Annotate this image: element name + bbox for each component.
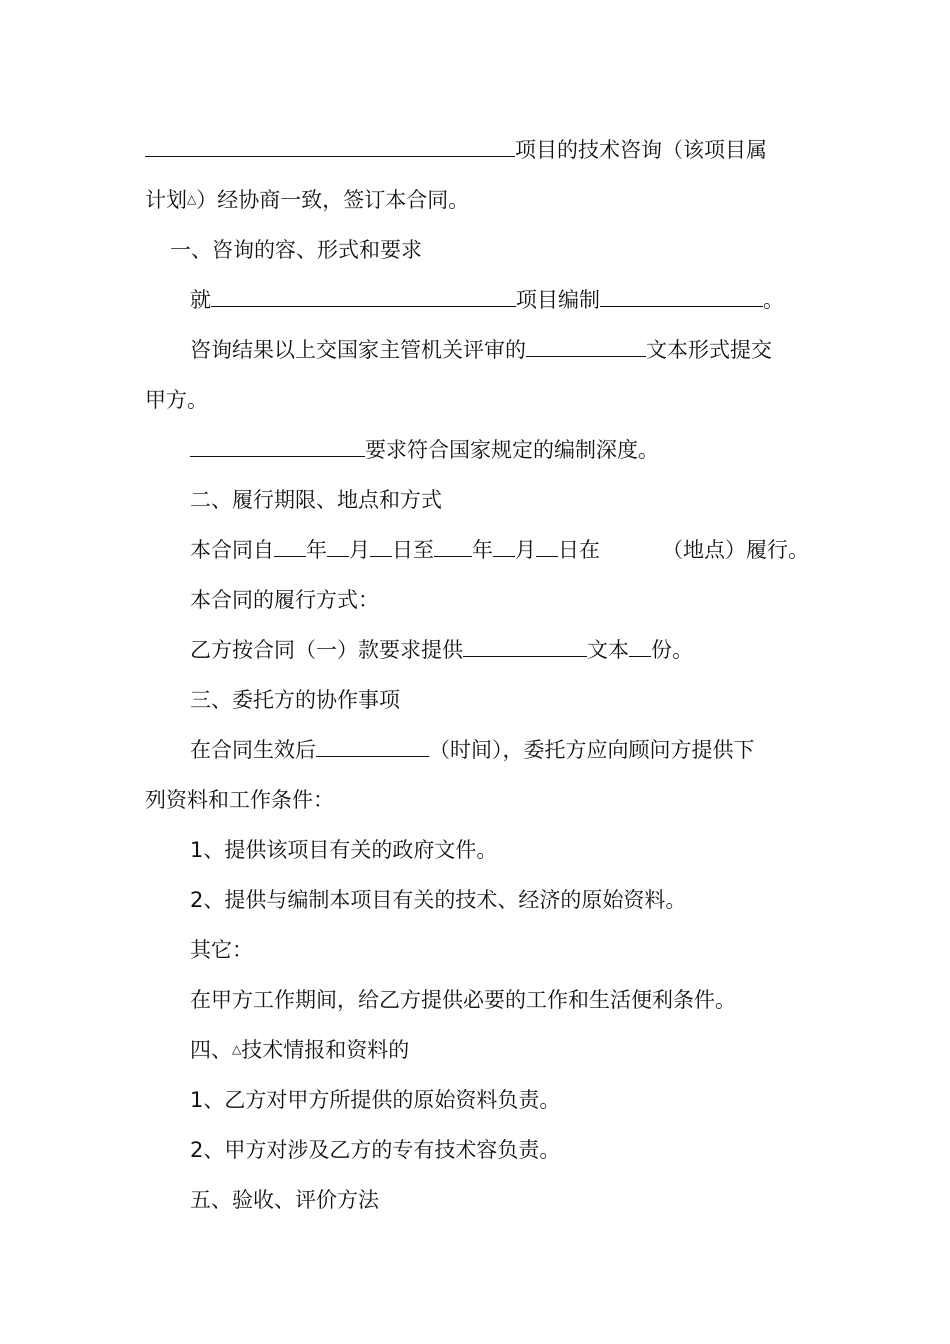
intro-plan-text: 计划: [145, 188, 187, 212]
section-3-line-1: [190, 735, 755, 765]
section-3-item-2: 2、提供与编制本项目有关的技术、经济的原始资料。: [190, 888, 687, 912]
section-4-title: [190, 1035, 409, 1065]
triangle-mark: △: [187, 192, 197, 206]
section-1-line-3: 甲方。: [145, 388, 208, 412]
project-blank: [211, 286, 516, 307]
sec4-title-pre: 四、: [190, 1038, 232, 1062]
sec2-year-text: 年: [306, 538, 327, 562]
time-blank: [316, 736, 429, 757]
section-1-line-2: [190, 335, 772, 365]
text-form-blank: [526, 336, 646, 357]
section-2-line-3: [190, 635, 693, 665]
end-year-blank: [434, 536, 472, 557]
section-3-other: 其它：: [190, 938, 253, 962]
sec2-month2-text: 月: [515, 538, 536, 562]
section-1-line-1: [190, 285, 784, 315]
sec2-provide-text: 乙方按合同（一）款要求提供: [190, 638, 463, 662]
sec2-year2-text: 年: [472, 538, 493, 562]
section-3-item-1: 1、提供该项目有关的政府文件。: [190, 838, 498, 862]
sec2-day-at-text: 日在: [558, 538, 600, 562]
section-3-title: 三、委托方的协作事项: [190, 688, 400, 712]
sec1-result-post-text: 文本形式提交: [646, 338, 772, 362]
sec3-time-text: （时间），委托方应向顾问方提供下: [429, 738, 755, 762]
sec2-copies-text: 份。: [651, 638, 693, 662]
copies-blank: [629, 636, 651, 657]
sec2-day-to-text: 日至: [392, 538, 434, 562]
intro-line-2: [145, 185, 469, 215]
start-day-blank: [370, 536, 392, 557]
depth-blank: [190, 436, 365, 457]
provided-text-blank: [463, 636, 587, 657]
sec2-from-text: 本合同自: [190, 538, 274, 562]
start-year-blank: [274, 536, 306, 557]
end-month-blank: [493, 536, 515, 557]
sec2-month-text: 月: [349, 538, 370, 562]
intro-line-1: [145, 135, 767, 165]
intro-agreement-text: ）经协商一致，签订本合同。: [196, 188, 470, 212]
sec1-period-text: 。: [763, 288, 784, 312]
start-month-blank: [327, 536, 349, 557]
intro-project-text: 项目的技术咨询（该项目属: [515, 138, 767, 162]
sec1-on-text: 就: [190, 288, 211, 312]
sec2-text-text: 文本: [587, 638, 629, 662]
section-2-line-2: 本合同的履行方式：: [190, 588, 379, 612]
section-4-item-1: 1、乙方对甲方所提供的原始资料负责。: [190, 1088, 561, 1112]
sec1-depth-text: 要求符合国家规定的编制深度。: [365, 438, 659, 462]
section-3-line-2: 列资料和工作条件：: [145, 788, 334, 812]
sec2-place-text: （地点）履行。: [662, 538, 809, 562]
section-3-other-text: 在甲方工作期间，给乙方提供必要的工作和生活便利条件。: [190, 988, 736, 1012]
sec3-after-text: 在合同生效后: [190, 738, 316, 762]
section-1-title: 一、咨询的容、形式和要求: [170, 238, 422, 262]
section-1-line-4: [190, 435, 659, 465]
sec1-result-pre-text: 咨询结果以上交国家主管机关评审的: [190, 338, 526, 362]
triangle-mark: △: [232, 1042, 242, 1056]
compile-content-blank: [600, 286, 763, 307]
sec1-project-compile-text: 项目编制: [516, 288, 600, 312]
section-5-title: 五、验收、评价方法: [190, 1188, 379, 1212]
section-2-line-1: [190, 535, 809, 565]
sec4-title-post: 技术情报和资料的: [241, 1038, 410, 1062]
project-name-blank: [145, 136, 515, 157]
end-day-blank: [536, 536, 558, 557]
section-2-title: 二、履行期限、地点和方式: [190, 488, 442, 512]
section-4-item-2: 2、甲方对涉及乙方的专有技术容负责。: [190, 1138, 561, 1162]
